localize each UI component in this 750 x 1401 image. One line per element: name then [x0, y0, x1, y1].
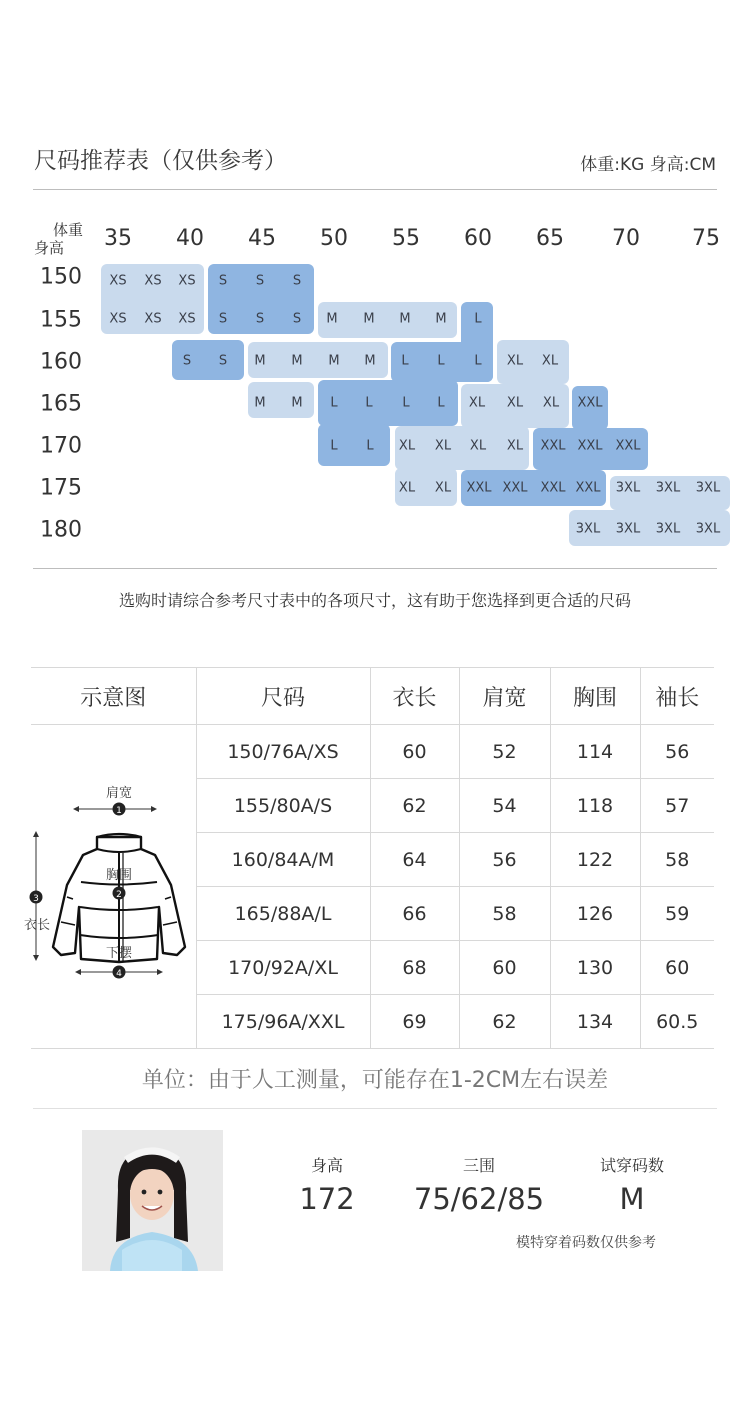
jacket-illustration: [24, 785, 195, 987]
size-cell-label: L: [474, 311, 482, 327]
weight-tick: 35: [104, 226, 132, 251]
size-cell-label: XL: [469, 438, 487, 454]
size-cell-label: L: [402, 395, 410, 411]
size-cell-label: S: [182, 353, 192, 369]
size-cell-label: L: [437, 395, 445, 411]
weight-axis-label: 体重: [53, 221, 84, 239]
size-cell-label: L: [401, 353, 409, 369]
table-header-row: [31, 668, 714, 725]
size-cell-label: 3XL: [655, 480, 681, 496]
model-size-disclaimer: 模特穿着码数仅供参考: [516, 1235, 656, 1251]
length-cell: 69: [370, 995, 459, 1049]
sleeve-cell: 58: [640, 833, 714, 887]
size-cell-label: XL: [434, 438, 452, 454]
shoulder-cell: 52: [459, 725, 550, 779]
size-cell-label: M: [328, 353, 340, 369]
size-cell: 160/84A/M: [196, 833, 370, 887]
size-cell-label: XXL: [540, 438, 566, 454]
badge-3: 3: [33, 893, 40, 904]
table-row: [31, 725, 714, 779]
size-cell-label: XL: [542, 395, 560, 411]
size-cell-label: XL: [434, 480, 452, 496]
size-cell-label: L: [366, 438, 374, 454]
shoulder-cell: 56: [459, 833, 550, 887]
length-cell: 62: [370, 779, 459, 833]
chest-cell: 134: [550, 995, 640, 1049]
height-tick: 180: [40, 517, 82, 543]
weight-tick: 40: [176, 226, 204, 251]
size-cell-label: XXL: [466, 480, 492, 496]
size-cell-label: 3XL: [655, 521, 681, 537]
size-cell-label: XL: [506, 395, 524, 411]
size-cell-label: S: [218, 353, 228, 369]
model-size-label: 试穿码数: [599, 1156, 665, 1175]
model-size-value: M: [619, 1182, 645, 1216]
length-cell: 60: [370, 725, 459, 779]
sleeve-cell: 60: [640, 941, 714, 995]
size-cell-label: XXL: [577, 395, 603, 411]
weight-tick: 50: [320, 226, 348, 251]
size-cell-label: XXL: [577, 438, 603, 454]
size-cell-label: S: [255, 311, 265, 327]
weight-tick: 70: [612, 226, 640, 251]
size-cell: 150/76A/XS: [196, 725, 370, 779]
size-cell-label: XL: [506, 438, 524, 454]
size-cell-label: M: [291, 353, 303, 369]
shoulder-cell: 62: [459, 995, 550, 1049]
sleeve-cell: 57: [640, 779, 714, 833]
size-cell-label: XL: [468, 395, 486, 411]
size-cell-label: XS: [178, 273, 196, 289]
height-tick: 155: [40, 307, 82, 333]
size-cell-label: S: [292, 273, 302, 289]
shoulder-cell: 60: [459, 941, 550, 995]
divider: [33, 1108, 717, 1109]
size-cell-label: L: [474, 353, 482, 369]
shoulder-cell: 54: [459, 779, 550, 833]
weight-tick: 45: [248, 226, 276, 251]
size-cell-label: 3XL: [575, 521, 601, 537]
size-cell-label: XS: [144, 273, 162, 289]
header-size: 尺码: [196, 668, 370, 725]
size-cell-label: XS: [109, 273, 127, 289]
header-length: 衣长: [370, 668, 459, 725]
size-cell-label: XXL: [575, 480, 601, 496]
weight-tick: 65: [536, 226, 564, 251]
size-cell-label: XL: [506, 353, 524, 369]
size-cell-label: S: [292, 311, 302, 327]
model-photo: [82, 1130, 223, 1271]
size-cell-label: M: [435, 311, 447, 327]
size-cell-label: L: [330, 438, 338, 454]
measurement-table: [24, 667, 714, 1049]
badge-1: 1: [116, 805, 123, 816]
size-cell-label: XS: [178, 311, 196, 327]
length-cell: 64: [370, 833, 459, 887]
sleeve-cell: 56: [640, 725, 714, 779]
height-tick: 165: [40, 391, 82, 417]
size-cell-label: M: [399, 311, 411, 327]
jacket-diagram: [24, 785, 195, 987]
badge-2: 2: [116, 889, 123, 900]
size-cell-label: M: [254, 353, 266, 369]
chest-cell: 130: [550, 941, 640, 995]
header-sleeve: 袖长: [640, 668, 714, 725]
size-cell-label: S: [218, 273, 228, 289]
chest-cell: 126: [550, 887, 640, 941]
height-tick: 150: [40, 264, 82, 290]
shoulder-label: 肩宽: [106, 785, 133, 801]
size-cell: 165/88A/L: [196, 887, 370, 941]
chest-label: 胸围: [106, 867, 133, 883]
size-cell-label: 3XL: [615, 521, 641, 537]
divider: [33, 189, 717, 190]
weight-tick: 60: [464, 226, 492, 251]
size-selection-tip: 选购时请综合参考尺寸表中的各项尺寸，这有助于您选择到更合适的尺码: [118, 591, 631, 610]
size-cell-label: XXL: [502, 480, 528, 496]
size-cell-label: XS: [144, 311, 162, 327]
sleeve-cell: 60.5: [640, 995, 714, 1049]
header-diagram: 示意图: [31, 668, 196, 725]
length-cell: 66: [370, 887, 459, 941]
height-tick: 175: [40, 475, 82, 501]
size-cell-label: XL: [398, 438, 416, 454]
chest-cell: 122: [550, 833, 640, 887]
size-cell-label: XXL: [615, 438, 641, 454]
size-cell-label: L: [330, 395, 338, 411]
size-cell-label: M: [363, 311, 375, 327]
chest-cell: 114: [550, 725, 640, 779]
size-cell-label: M: [326, 311, 338, 327]
size-cell-label: S: [255, 273, 265, 289]
size-cell-label: 3XL: [695, 521, 721, 537]
header-chest: 胸围: [550, 668, 640, 725]
header-shoulder: 肩宽: [459, 668, 550, 725]
size-cell-label: M: [254, 395, 266, 411]
model-measurements-value: 75/62/85: [413, 1182, 545, 1216]
size-cell: 170/92A/XL: [196, 941, 370, 995]
size-block-l: [318, 424, 390, 466]
size-cell-label: M: [291, 395, 303, 411]
size-cell: 175/96A/XXL: [196, 995, 370, 1049]
height-tick: 160: [40, 349, 82, 375]
size-cell-label: 3XL: [615, 480, 641, 496]
badge-4: 4: [116, 968, 123, 979]
unit-note: 体重:KG 身高:CM: [580, 155, 716, 175]
model-avatar: [82, 1130, 223, 1271]
sleeve-cell: 59: [640, 887, 714, 941]
measurement-error-note: 单位：由于人工测量，可能存在1-2CM左右误差: [141, 1068, 609, 1093]
model-height-value: 172: [299, 1182, 355, 1216]
height-tick: 170: [40, 433, 82, 459]
size-chart-title: 尺码推荐表（仅供参考）: [34, 148, 287, 174]
model-height-label: 身高: [310, 1156, 344, 1175]
chest-cell: 118: [550, 779, 640, 833]
size-cell-label: XS: [109, 311, 127, 327]
size-cell-label: XXL: [540, 480, 566, 496]
size-cell-label: L: [365, 395, 373, 411]
length-cell: 68: [370, 941, 459, 995]
size-cell-label: L: [437, 353, 445, 369]
size-cell-label: 3XL: [695, 480, 721, 496]
size-cell-label: XL: [541, 353, 559, 369]
jacket-diagram-cell: [24, 725, 196, 1049]
weight-tick: 55: [392, 226, 420, 251]
size-cell-label: XL: [398, 480, 416, 496]
weight-tick: 75: [692, 226, 720, 251]
size-cell-label: M: [364, 353, 376, 369]
hem-label: 下摆: [106, 945, 133, 961]
divider: [33, 568, 717, 569]
shoulder-cell: 58: [459, 887, 550, 941]
model-measurements-label: 三围: [462, 1156, 496, 1175]
size-cell: 155/80A/S: [196, 779, 370, 833]
height-axis-label: 身高: [34, 239, 65, 257]
length-label: 衣长: [24, 917, 51, 933]
size-cell-label: S: [218, 311, 228, 327]
